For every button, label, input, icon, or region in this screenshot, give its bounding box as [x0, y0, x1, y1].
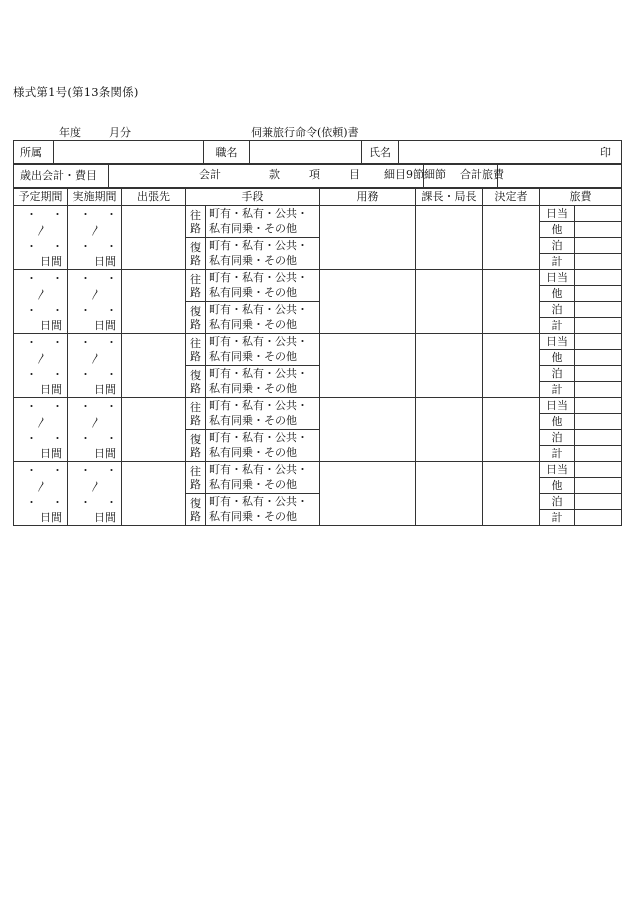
outbound-label [186, 398, 206, 430]
return-modes[interactable] [206, 494, 320, 526]
fee-label-0: 日当 [540, 462, 575, 478]
total-fee-label: 合計旅費 [460, 168, 504, 181]
date-days: 日間 [40, 383, 62, 396]
fee-value[interactable] [575, 398, 622, 414]
return-modes[interactable] [206, 366, 320, 398]
date-tilde: 〳 [90, 416, 101, 429]
date-days: 日間 [40, 511, 62, 524]
date-days: 日間 [94, 447, 116, 460]
seal-label: 印 [600, 145, 611, 159]
budget-table [13, 163, 622, 188]
chief-field[interactable] [416, 270, 483, 334]
date-tilde: 〳 [36, 480, 47, 493]
modes-line1: 町有・私有・公共・ [209, 271, 308, 284]
col-actual-period: 実施期間 [68, 189, 122, 206]
date-end: ・・ [26, 304, 78, 317]
outbound-text: 往 路 [190, 400, 201, 427]
planned-period[interactable] [14, 334, 78, 398]
return-label [186, 430, 206, 462]
decider-field[interactable] [483, 206, 540, 270]
fee-label-3: 計 [540, 382, 575, 398]
header-info-table [13, 140, 622, 165]
fee-label-0: 日当 [540, 206, 575, 222]
budget-account: 会計 [199, 168, 221, 181]
fee-value[interactable] [575, 334, 622, 350]
date-start: ・・ [26, 208, 78, 221]
total-fee-field[interactable] [498, 164, 622, 188]
budget-subsection-label: 細節 [424, 168, 446, 181]
fee-value[interactable] [575, 382, 622, 398]
modes-line1: 町有・私有・公共・ [209, 335, 308, 348]
fee-value[interactable] [575, 510, 622, 526]
name-label: 氏名 [362, 141, 399, 165]
date-days: 日間 [40, 255, 62, 268]
col-destination: 出張先 [122, 189, 186, 206]
date-end: ・・ [26, 496, 78, 509]
budget-subitem: 目 [349, 168, 360, 181]
fee-value[interactable] [575, 494, 622, 510]
date-tilde: 〳 [36, 224, 47, 237]
fee-value[interactable] [575, 254, 622, 270]
actual-period[interactable] [68, 462, 132, 526]
title-row [13, 124, 621, 138]
modes-line1: 町有・私有・公共・ [209, 367, 308, 380]
affiliation-field[interactable] [54, 141, 204, 165]
purpose-field[interactable] [320, 206, 416, 270]
date-days: 日間 [94, 319, 116, 332]
date-end: ・・ [26, 240, 78, 253]
trip-table [13, 188, 622, 526]
modes-line2: 私有同乗・その他 [209, 222, 297, 235]
fee-value[interactable] [575, 446, 622, 462]
fee-label-1: 他 [540, 286, 575, 302]
date-tilde: 〳 [36, 288, 47, 301]
fee-value[interactable] [575, 238, 622, 254]
modes-line1: 町有・私有・公共・ [209, 399, 308, 412]
fee-value[interactable] [575, 366, 622, 382]
fee-value[interactable] [575, 318, 622, 334]
outbound-modes[interactable] [206, 398, 320, 430]
chief-field[interactable] [416, 334, 483, 398]
budget-fields[interactable] [109, 164, 424, 188]
outbound-label [186, 270, 206, 302]
fee-label-0: 日当 [540, 270, 575, 286]
actual-period[interactable] [68, 398, 132, 462]
fee-label-0: 日当 [540, 334, 575, 350]
date-start: ・・ [80, 400, 132, 413]
outbound-modes[interactable] [206, 334, 320, 366]
decider-field[interactable] [483, 270, 540, 334]
modes-line1: 町有・私有・公共・ [209, 239, 308, 252]
modes-line2: 私有同乗・その他 [209, 286, 297, 299]
chief-field[interactable] [416, 462, 483, 526]
fee-label-2: 泊 [540, 302, 575, 318]
date-end: ・・ [26, 432, 78, 445]
month-label: 月分 [109, 126, 131, 139]
fee-label-3: 計 [540, 446, 575, 462]
fee-label-1: 他 [540, 350, 575, 366]
fee-label-2: 泊 [540, 430, 575, 446]
budget-item: 項 [309, 168, 320, 181]
fee-value[interactable] [575, 462, 622, 478]
col-purpose: 用務 [320, 189, 416, 206]
planned-period[interactable] [14, 462, 78, 526]
return-text: 復 路 [190, 240, 201, 267]
return-text: 復 路 [190, 496, 201, 523]
return-modes[interactable] [206, 430, 320, 462]
fee-value[interactable] [575, 206, 622, 222]
outbound-label [186, 206, 206, 238]
modes-line1: 町有・私有・公共・ [209, 207, 308, 220]
fee-label-2: 泊 [540, 494, 575, 510]
outbound-text: 往 路 [190, 464, 201, 491]
date-days: 日間 [94, 255, 116, 268]
date-start: ・・ [26, 336, 78, 349]
budget-section: 款 [269, 168, 280, 181]
modes-line2: 私有同乗・その他 [209, 254, 297, 267]
date-days: 日間 [40, 447, 62, 460]
decider-field[interactable] [483, 462, 540, 526]
modes-line1: 町有・私有・公共・ [209, 303, 308, 316]
budget-label: 歳出会計・費目 [14, 164, 109, 188]
fee-value[interactable] [575, 430, 622, 446]
date-end: ・・ [80, 368, 132, 381]
name-field[interactable] [399, 141, 622, 165]
planned-period[interactable] [14, 206, 78, 270]
fee-label-1: 他 [540, 222, 575, 238]
fee-value[interactable] [575, 414, 622, 430]
col-means: 手段 [186, 189, 320, 206]
date-start: ・・ [80, 464, 132, 477]
date-start: ・・ [26, 400, 78, 413]
modes-line2: 私有同乗・その他 [209, 382, 297, 395]
trip-row [14, 462, 622, 478]
trip-row [14, 398, 622, 414]
planned-period[interactable] [14, 398, 78, 462]
fee-label-1: 他 [540, 478, 575, 494]
trip-row [14, 270, 622, 286]
purpose-field[interactable] [320, 270, 416, 334]
date-start: ・・ [26, 272, 78, 285]
fee-value[interactable] [575, 286, 622, 302]
date-end: ・・ [80, 240, 132, 253]
date-end: ・・ [80, 432, 132, 445]
date-end: ・・ [26, 368, 78, 381]
purpose-field[interactable] [320, 334, 416, 398]
fiscal-year-label: 年度 [59, 126, 81, 139]
fee-value[interactable] [575, 302, 622, 318]
fee-value[interactable] [575, 478, 622, 494]
decider-field[interactable] [483, 334, 540, 398]
date-start: ・・ [26, 464, 78, 477]
fee-value[interactable] [575, 270, 622, 286]
return-text: 復 路 [190, 304, 201, 331]
affiliation-label: 所属 [14, 141, 54, 165]
date-end: ・・ [80, 496, 132, 509]
actual-period[interactable] [68, 206, 132, 270]
date-days: 日間 [94, 511, 116, 524]
fee-label-2: 泊 [540, 366, 575, 382]
date-tilde: 〳 [90, 224, 101, 237]
modes-line2: 私有同乗・その他 [209, 318, 297, 331]
modes-line2: 私有同乗・その他 [209, 414, 297, 427]
date-tilde: 〳 [36, 352, 47, 365]
modes-line2: 私有同乗・その他 [209, 350, 297, 363]
fee-label-0: 日当 [540, 398, 575, 414]
fee-label-2: 泊 [540, 238, 575, 254]
purpose-field[interactable] [320, 462, 416, 526]
fee-label-3: 計 [540, 318, 575, 334]
return-label [186, 302, 206, 334]
date-tilde: 〳 [90, 352, 101, 365]
date-days: 日間 [40, 319, 62, 332]
planned-period[interactable] [14, 270, 78, 334]
modes-line1: 町有・私有・公共・ [209, 495, 308, 508]
return-label [186, 366, 206, 398]
chief-field[interactable] [416, 398, 483, 462]
modes-line2: 私有同乗・その他 [209, 510, 297, 523]
budget-subsection [424, 164, 504, 188]
fee-label-1: 他 [540, 414, 575, 430]
date-start: ・・ [80, 208, 132, 221]
trip-row [14, 206, 622, 222]
col-travel-fee: 旅費 [540, 189, 622, 206]
position-field[interactable] [250, 141, 362, 165]
modes-line1: 町有・私有・公共・ [209, 463, 308, 476]
modes-line1: 町有・私有・公共・ [209, 431, 308, 444]
date-tilde: 〳 [90, 480, 101, 493]
outbound-modes[interactable] [206, 462, 320, 494]
modes-line2: 私有同乗・その他 [209, 478, 297, 491]
form-number-label: 様式第1号(第13条関係) [13, 85, 139, 99]
document-title: 伺兼旅行命令(依頼)書 [251, 126, 359, 139]
date-tilde: 〳 [90, 288, 101, 301]
return-label [186, 238, 206, 270]
col-planned-period: 予定期間 [14, 189, 68, 206]
outbound-label [186, 462, 206, 494]
budget-detail: 細目9節 [384, 168, 424, 181]
date-start: ・・ [80, 272, 132, 285]
return-label [186, 494, 206, 526]
actual-period[interactable] [68, 334, 132, 398]
fee-label-3: 計 [540, 510, 575, 526]
return-text: 復 路 [190, 368, 201, 395]
date-end: ・・ [80, 304, 132, 317]
outbound-text: 往 路 [190, 272, 201, 299]
modes-line2: 私有同乗・その他 [209, 446, 297, 459]
date-tilde: 〳 [36, 416, 47, 429]
date-start: ・・ [80, 336, 132, 349]
col-chief: 課長・局長 [416, 189, 483, 206]
outbound-modes[interactable] [206, 270, 320, 302]
outbound-label [186, 334, 206, 366]
chief-field[interactable] [416, 206, 483, 270]
return-modes[interactable] [206, 238, 320, 270]
purpose-field[interactable] [320, 398, 416, 462]
position-label: 職名 [204, 141, 250, 165]
fee-value[interactable] [575, 350, 622, 366]
outbound-text: 往 路 [190, 208, 201, 235]
trip-row [14, 334, 622, 350]
fee-value[interactable] [575, 222, 622, 238]
fee-label-3: 計 [540, 254, 575, 270]
decider-field[interactable] [483, 398, 540, 462]
return-modes[interactable] [206, 302, 320, 334]
outbound-text: 往 路 [190, 336, 201, 363]
col-decider: 決定者 [483, 189, 540, 206]
return-text: 復 路 [190, 432, 201, 459]
actual-period[interactable] [68, 270, 132, 334]
date-days: 日間 [94, 383, 116, 396]
outbound-modes[interactable] [206, 206, 320, 238]
